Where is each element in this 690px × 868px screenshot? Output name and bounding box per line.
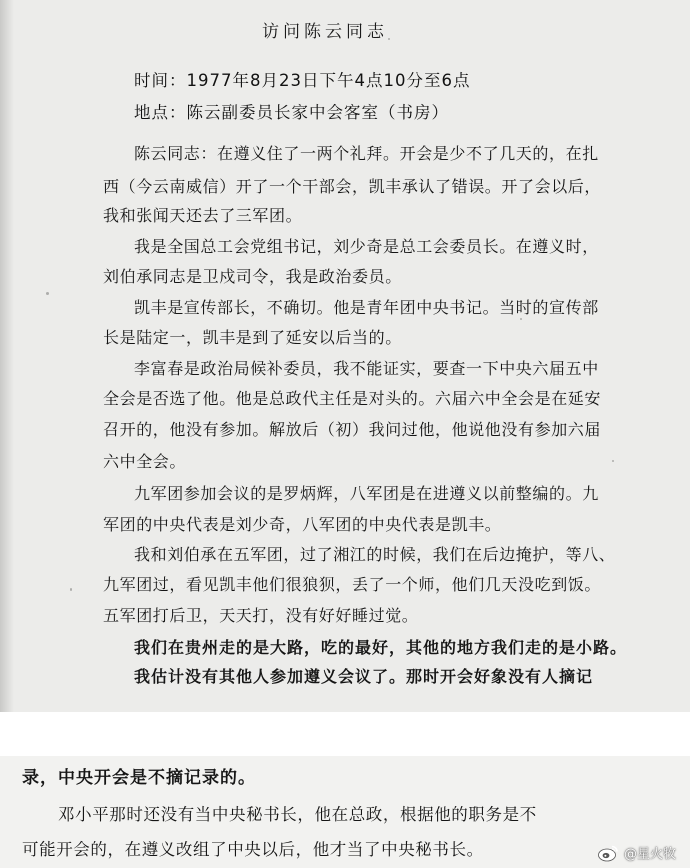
scan-speck (388, 38, 390, 40)
body-line: 西（今云南威信）开了一个干部会，凯丰承认了错误。开了会以后， (103, 177, 602, 196)
body-line: 九军团参加会议的是罗炳辉，八军团是在进遵义以前整编的。九 (134, 484, 599, 503)
body-line: 我和张闻天还去了三军团。 (103, 206, 303, 225)
body-line: 我们在贵州走的是大路，吃的最好，其他的地方我们走的是小路。 (134, 638, 628, 657)
body-line: 刘伯承同志是卫戍司令，我是政治委员。 (103, 267, 402, 286)
body-line: 我估计没有其他人参加遵义会议了。那时开会好象没有人摘记 (134, 667, 594, 686)
continuation-line: 录，中央开会是不摘记录的。 (22, 768, 256, 788)
interview-place: 地点：陈云副委员长家中会客室（书房） (134, 103, 449, 122)
interview-time: 时间：1977年8月23日下午4点10分至6点 (134, 71, 471, 90)
continuation-line: 可能开会的，在遵义改组了中央以后，他才当了中央秘书长。 (22, 840, 484, 859)
body-line: 六中全会。 (103, 452, 187, 471)
continuation-line: 邓小平那时还没有当中央秘书长，他在总政，根据他的职务是不 (58, 805, 537, 824)
body-line: 我和刘伯承在五军团，过了湘江的时候，我们在后边掩护，等八、 (134, 545, 616, 564)
body-line: 李富春是政治局候补委员，我不能证实，要查一下中央六届五中 (134, 359, 599, 378)
body-line: 全会是否选了他。他是总政代主任是对头的。六届六中全会是在延安 (103, 389, 602, 408)
body-line: 凯丰是宣传部长，不确切。他是青年团中央书记。当时的宣传部 (134, 298, 599, 317)
body-line: 召开的，他没有参加。解放后（初）我问过他，他说他没有参加六届 (103, 420, 602, 439)
page-gap (0, 712, 690, 756)
weibo-icon (597, 844, 619, 862)
body-line: 军团的中央代表是刘少奇，八军团的中央代表是凯丰。 (103, 515, 502, 534)
body-line: 我是全国总工会党组书记，刘少奇是总工会委员长。在遵义时， (134, 237, 599, 256)
scan-speck (46, 292, 49, 295)
body-line: 陈云同志：在遵义住了一两个礼拜。开会是少不了几天的，在扎 (134, 144, 599, 163)
weibo-watermark (597, 843, 676, 862)
watermark-text: @星火牧 (623, 847, 676, 862)
scan-speck (70, 588, 72, 591)
scan-speck (520, 318, 522, 320)
body-line: 五军团打后卫，天天打，没有好好睡过觉。 (103, 606, 419, 625)
body-line: 长是陆定一，凯丰是到了延安以后当的。 (103, 328, 402, 347)
scan-speck (612, 460, 614, 462)
document-title: 访问陈云同志 (262, 22, 388, 42)
body-line: 九军团过，看见凯丰他们很狼狈，丢了一个师，他们几天没吃到饭。 (103, 575, 602, 594)
scanned-page-bottom (0, 756, 690, 868)
